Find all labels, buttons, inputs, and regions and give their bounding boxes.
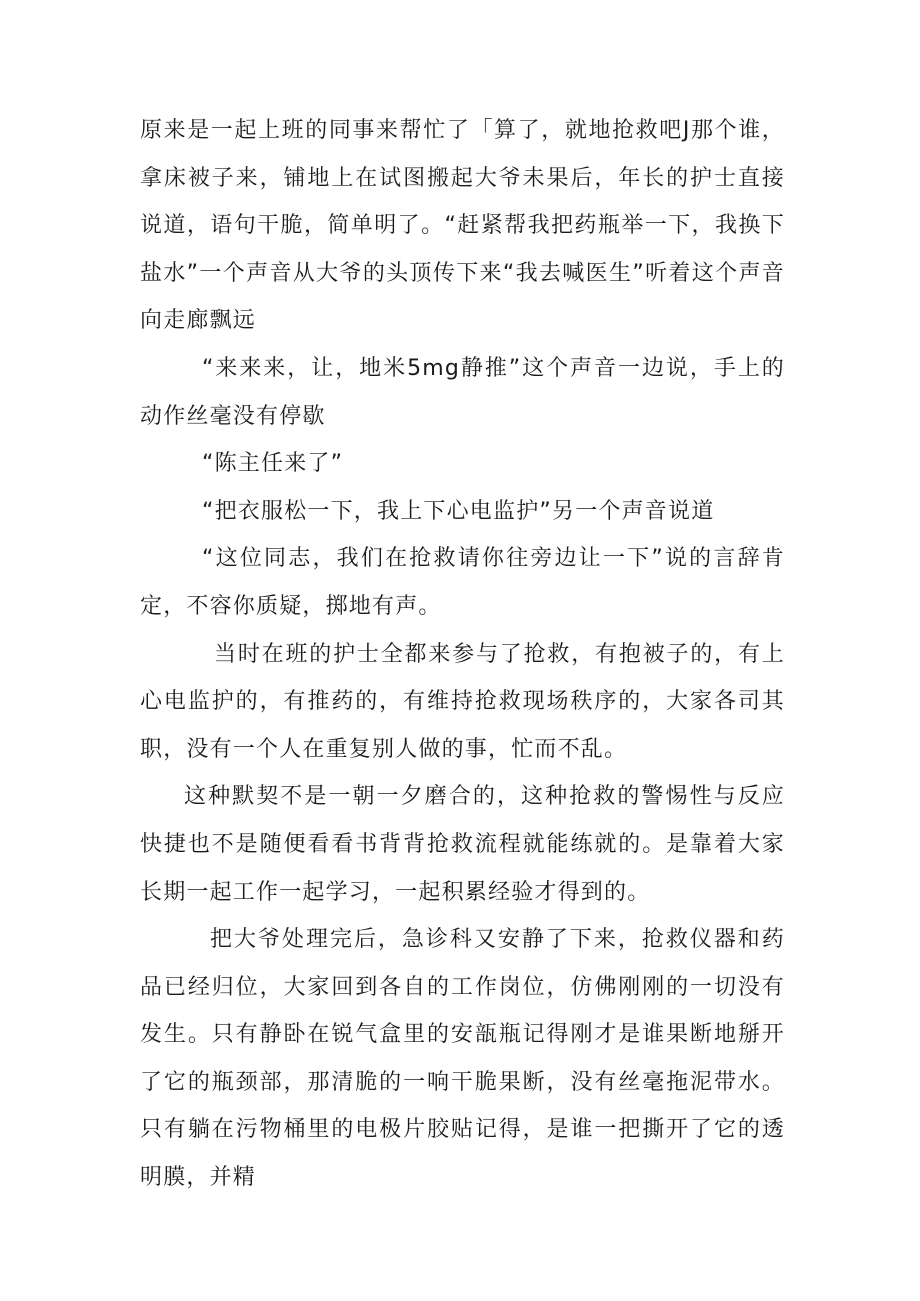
paragraph-7: 这种默契不是一朝一夕磨合的，这种抢救的警惕性与反应快捷也不是随便看看书背背抢救流程就能练就的。是靠着大家长期一起工作一起学习，一起积累经验才得到的。 — [140, 784, 785, 905]
body-text — [140, 107, 785, 1202]
paragraph-4: “把衣服松一下，我上下心电监护”另一个声音说道 — [202, 498, 715, 524]
paragraph-5: “这位同志，我们在抢救请你往旁边让一下”说的言辞肯定，不容你质疑，掷地有声。 — [140, 546, 785, 619]
paragraph-3: “陈主任来了” — [202, 451, 344, 477]
paragraph-8: 把大爷处理完后，急诊科又安静了下来，抢救仪器和药品已经归位，大家回到各自的工作岗位，仿佛刚刚的一切没有发生。只有静卧在锐气盒里的安瓿瓶记得刚才是谁果断地掰开了它的瓶颈部，那清脆的一响干脆果断，没有丝毫拖泥带水。只有躺在污物桶里的电极片胶贴记得，是谁一把撕开了它的透明膜，并精 — [140, 927, 785, 1191]
paragraph-1: 原来是一起上班的同事来帮忙了「算了，就地抢救吧J那个谁，拿床被子来，铺地上在试图搬起大爷未果后，年长的护士直接说道，语句干脆，简单明了。“赶紧帮我把药瓶举一下，我换下盐水”一个声音从大爷的头顶传下来“我去喊医生”听着这个声音向走廊飘远 — [140, 118, 785, 334]
paragraph-6: 当时在班的护士全都来参与了抢救，有抱被子的，有上心电监护的，有推药的，有维持抢救现场秩序的，大家各司其职，没有一个人在重复别人做的事，忙而不乱。 — [140, 641, 785, 762]
paragraph-2: “来来来，让，地米5mg静推”这个声音一边说，手上的动作丝毫没有停歇 — [140, 355, 785, 429]
